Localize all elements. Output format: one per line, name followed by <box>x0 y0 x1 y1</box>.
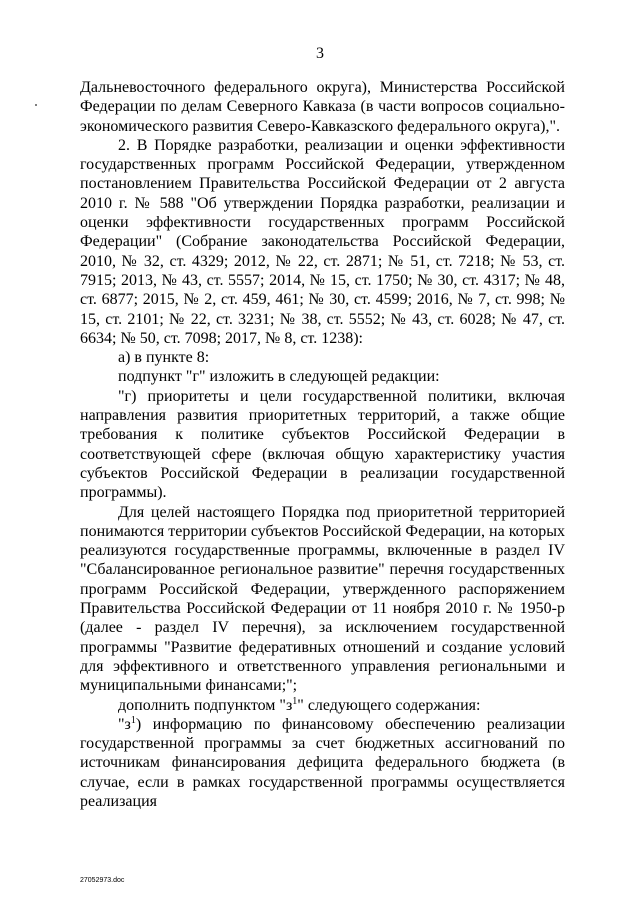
footer-filename: 27052973.doc <box>80 877 125 884</box>
text-fragment: "з <box>118 715 131 733</box>
paragraph-item-2: 2. В Порядке разработки, реализации и оценки эффективности государственных программ Российской Федерации, утвержденном постановлением Правительства Российской Федерации от 2 августа 2010 г. № 588 "Об утверждении Порядка разработки, реализации и оценки эффективности государственных программ Российской Федерации" (Собрание законодательства Российской Федерации, 2010, № 32, ст. 4329; 2012, № 22, ст. 2871; № 51, ст. 7218; № 53, ст. 7915; 2013, № 43, ст. 5557; 2014, № 15, ст. 1750; № 30, ст. 4317; № 48, ст. 6877; 2015, № 2, ст. 459, 461; № 30, ст. 4599; 2016, № 7, ст. 998; № 15, ст. 2101; № 22, ст. 3231; № 38, ст. 5552; № 43, ст. 6028; № 47, ст. 6634; № 50, ст. 7098; 2017, № 8, ст. 1238): <box>80 136 565 347</box>
text-fragment: дополнить подпунктом "з <box>118 696 293 714</box>
superscript: 1 <box>292 695 298 707</box>
margin-speck <box>35 104 37 106</box>
paragraph-subpoint-g-text: "г) приоритеты и цели государственной политики, включая направления развития приоритетных территорий, а также общие требования к политике субъектов Российской Федерации в соответствующей сфере (включая общую характеристику участия субъектов Российской Федерации в реализации государственной программы). <box>80 387 565 502</box>
paragraph-subpoint-z1-text <box>80 715 565 811</box>
superscript: 1 <box>130 714 136 726</box>
document-body <box>80 78 565 811</box>
text-fragment: " следующего содержания: <box>297 696 481 714</box>
paragraph-add-subpoint-intro <box>80 696 565 715</box>
paragraph-subpoint-g-intro: подпункт "г" изложить в следующей редакции: <box>118 368 440 386</box>
paragraph-priority-territory: Для целей настоящего Порядка под приоритетной территорией понимаются территории субъектов Российской Федерации, на которых реализуются государственные программы, включенные в раздел IV "Сбалансированное региональное развитие" перечня государственных программ Российской Федерации, утвержденного распоряжением Правительства Российской Федерации от 11 ноября 2010 г. № 1950-р (далее - раздел IV перечня), за исключением государственной программы "Развитие федеративных отношений и создание условий для эффективного и ответственного управления региональными и муниципальными финансами;"; <box>80 503 565 695</box>
text-fragment: ) информацию по финансовому обеспечению реализации государственной программы за счет бюджетных ассигнований по источникам финансирования дефицита федерального бюджета (в случае, если в рамках государственной программы осуществляется реализация <box>80 715 565 810</box>
paragraph-subitem-a: а) в пункте 8: <box>118 349 210 367</box>
page-number: 3 <box>316 45 324 62</box>
paragraph-continuation: Дальневосточного федерального округа), Министерства Российской Федерации по делам Северного Кавказа (в части вопросов социально-экономического развития Северо-Кавказского федерального округа),". <box>80 79 565 135</box>
